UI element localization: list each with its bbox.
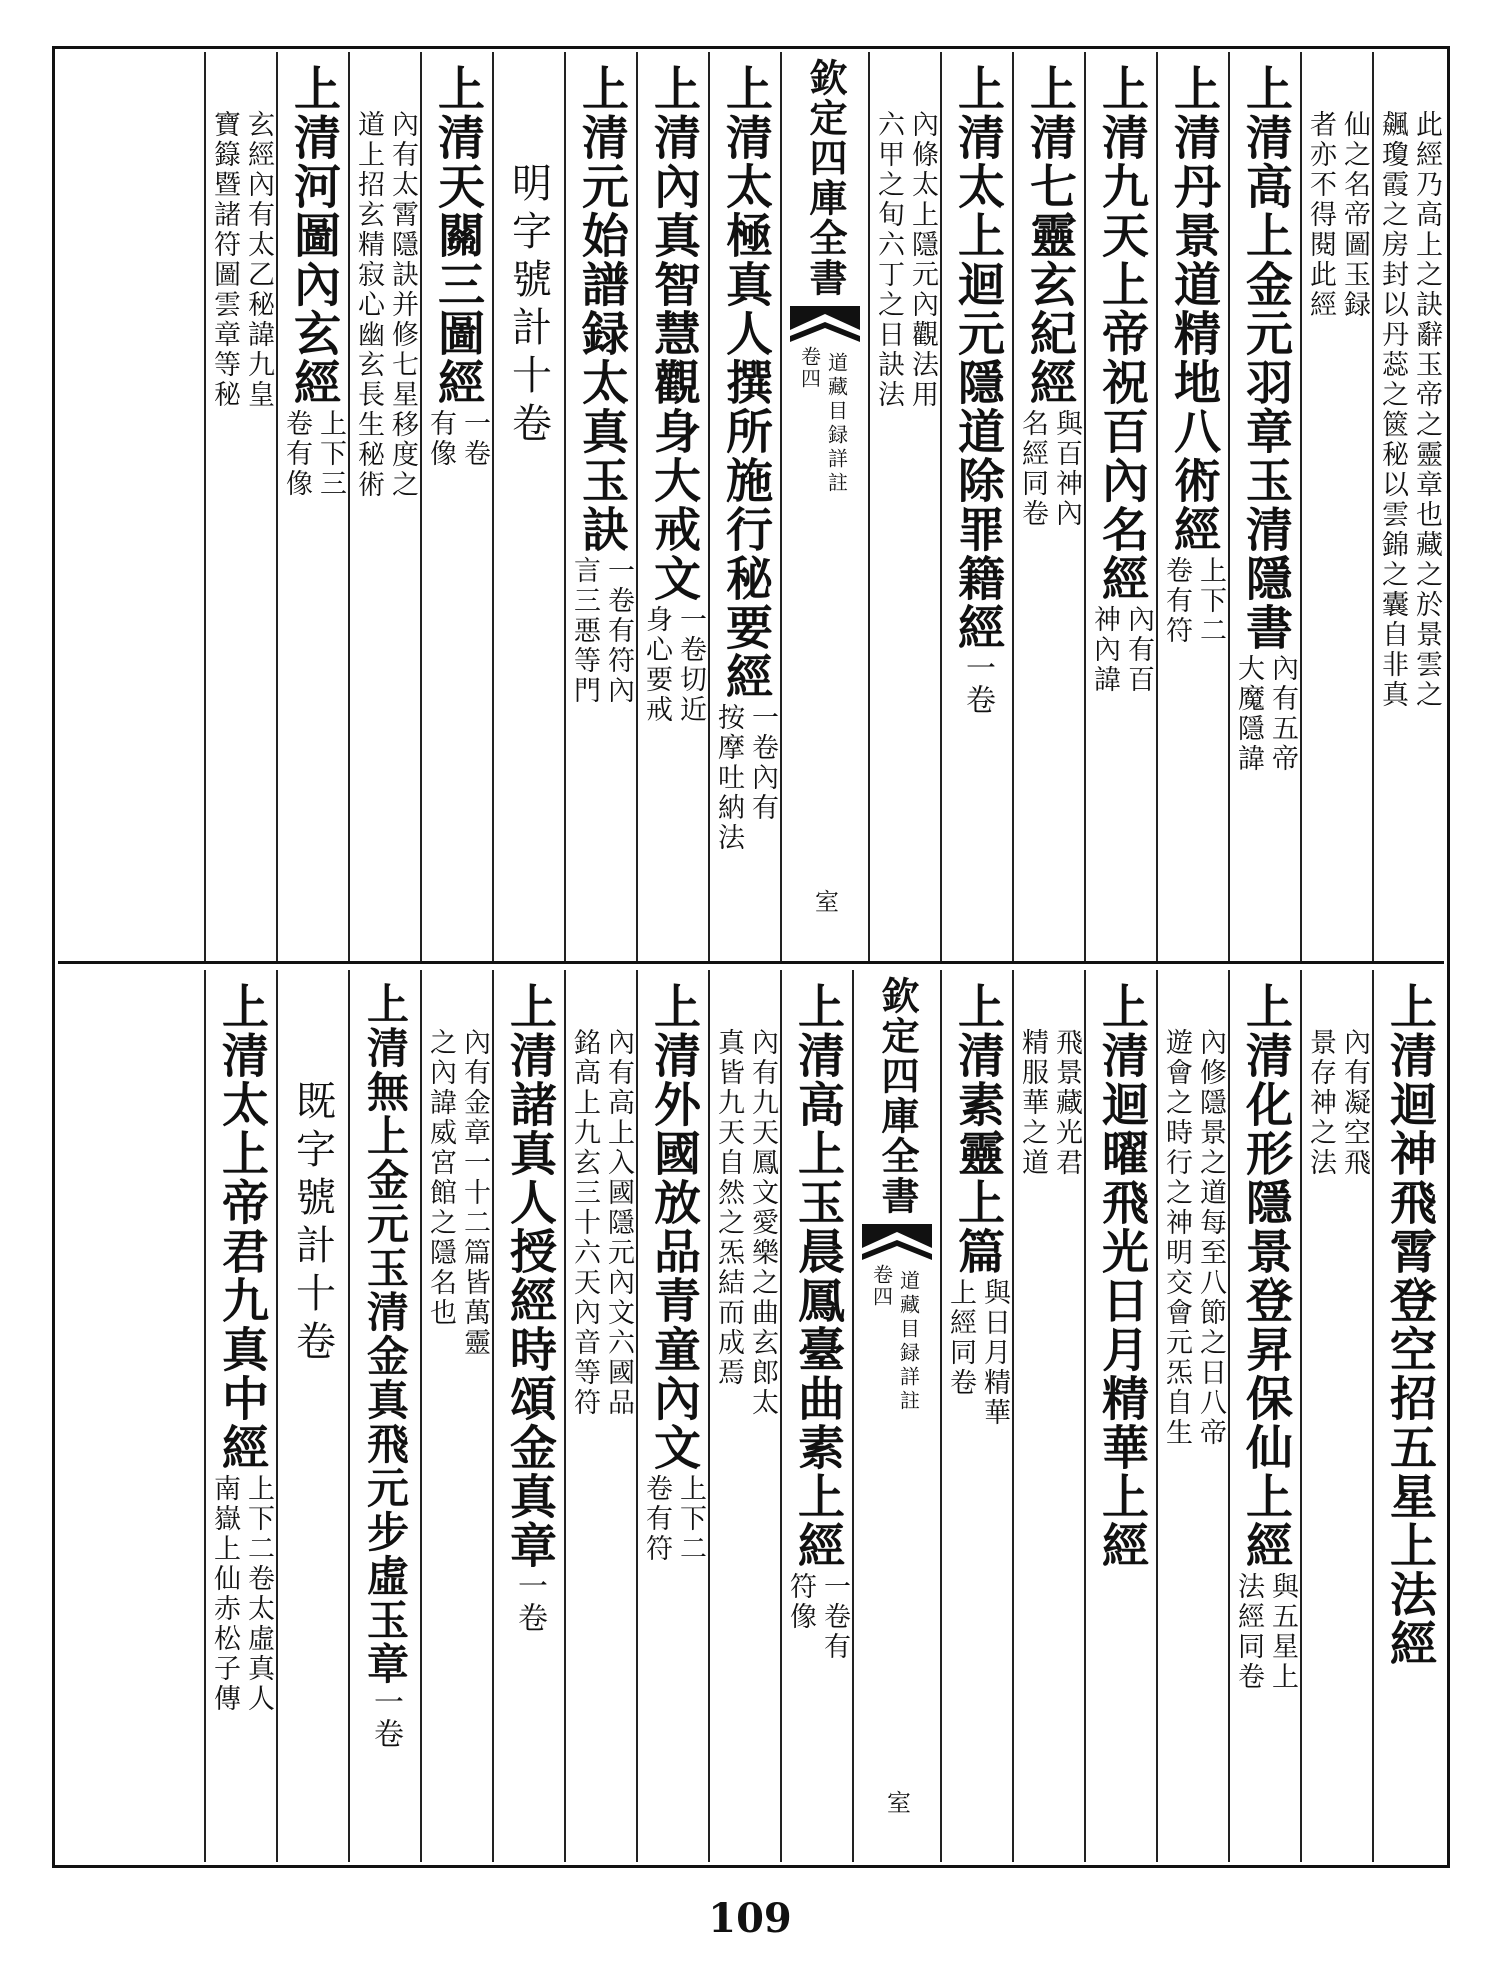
note-text: 與日月精華 — [979, 1278, 1010, 1428]
column — [940, 970, 1012, 1862]
note-text: 與百神內 — [1051, 409, 1082, 529]
column — [204, 52, 276, 961]
note-text: 內條太上隱元內觀法用 — [907, 110, 938, 410]
note-text: 飛景藏光君 — [1051, 1028, 1082, 1178]
column — [1372, 970, 1444, 1862]
note-text: 一卷內有 — [747, 703, 778, 823]
center-spine — [780, 52, 868, 961]
column — [276, 52, 348, 961]
column — [780, 970, 852, 1862]
blank-column — [58, 52, 204, 961]
note-text: 上下二卷太虛真人 — [243, 1474, 274, 1714]
column — [708, 970, 780, 1862]
spine-mark: 室 — [882, 1790, 911, 1814]
column — [204, 970, 276, 1862]
column — [708, 52, 780, 961]
note-text: 法經同卷 — [1233, 1572, 1264, 1692]
title-text: 上清外國放品青童內文 — [646, 982, 701, 1472]
page-number: 109 — [708, 1895, 792, 1942]
note-text: 按摩吐納法 — [713, 703, 744, 853]
spine-subtitle: 道藏目録詳註 — [896, 1270, 921, 1414]
column — [276, 970, 348, 1862]
center-spine — [852, 970, 940, 1862]
note-text: 內有凝空飛 — [1339, 1028, 1370, 1178]
note-text: 一卷切近 — [675, 605, 706, 725]
title-text: 上清元始譜録太真玉訣 — [574, 64, 629, 554]
note-text: 精服華之道 — [1017, 1028, 1048, 1178]
note-text: 名經同卷 — [1017, 409, 1048, 529]
tail-text: 一卷 — [512, 1570, 547, 1634]
note-text: 道上招玄精寂心幽玄長生秘術 — [353, 110, 384, 500]
column — [1012, 970, 1084, 1862]
note-text: 飆瓊霞之房封以丹蕊之篋秘以雲錦之囊自非真 — [1377, 110, 1408, 710]
note-text: 仙之名帝圖玉録 — [1339, 110, 1370, 320]
title-text: 上清太上帝君九真中經 — [214, 982, 269, 1472]
volume-count: 明字號計十卷 — [505, 162, 552, 450]
column — [1372, 52, 1444, 961]
title-text: 上清丹景道精地八術經 — [1166, 64, 1221, 554]
note-text: 之內諱威宮館之隱名也 — [425, 1028, 456, 1328]
blank-column — [58, 970, 204, 1862]
note-text: 內有金章一十二篇皆萬靈 — [459, 1028, 490, 1358]
note-text: 內有百 — [1123, 605, 1154, 695]
note-text: 真皆九天自然之炁結而成焉 — [713, 1028, 744, 1388]
note-text: 內有高上入國隱元內文六國品 — [603, 1028, 634, 1418]
note-text: 內修隱景之道每至八節之日八帝 — [1195, 1028, 1226, 1448]
spine-volume: 卷四 — [869, 1264, 894, 1308]
column — [420, 970, 492, 1862]
column — [348, 970, 420, 1862]
note-text: 內有太霄隱訣并修七星移度之 — [387, 110, 418, 500]
title-text: 上清太上迴元隱道除罪籍經 — [950, 64, 1005, 652]
bottom-half — [58, 970, 1444, 1862]
title-text: 上清化形隱景登昇保仙上經 — [1238, 982, 1293, 1570]
note-text: 符像 — [785, 1572, 816, 1632]
tail-text: 一卷 — [960, 652, 995, 716]
title-text: 上清天關三圖經 — [430, 64, 485, 407]
column — [636, 970, 708, 1862]
note-text: 玄經內有太乙秘諱九皇 — [243, 110, 274, 410]
title-text: 上清高上玉晨鳳臺曲素上經 — [790, 982, 845, 1570]
title-text: 上清太極真人撰所施行秘要經 — [718, 64, 773, 701]
note-text: 內有五帝 — [1267, 654, 1298, 774]
column — [1228, 52, 1300, 961]
note-text: 卷有符 — [1161, 556, 1192, 646]
column — [1156, 970, 1228, 1862]
note-text: 遊會之時行之神明交會元炁自生 — [1161, 1028, 1192, 1448]
title-text: 上清九天上帝祝百內名經 — [1094, 64, 1149, 603]
note-text: 景存神之法 — [1305, 1028, 1336, 1178]
note-text: 上下二 — [1195, 556, 1226, 646]
note-text: 此經乃高上之訣辭玉帝之靈章也藏之於景雲之 — [1411, 110, 1442, 710]
column — [1084, 970, 1156, 1862]
column — [1156, 52, 1228, 961]
spine-subtitle: 道藏目録詳註 — [824, 352, 849, 496]
column — [348, 52, 420, 961]
note-text: 言三悪等門 — [569, 556, 600, 706]
column — [636, 52, 708, 961]
title-text: 上清高上金元羽章玉清隱書 — [1238, 64, 1293, 652]
note-text: 神內諱 — [1089, 605, 1120, 695]
note-text: 南嶽上仙赤松子傳 — [209, 1474, 240, 1714]
note-text: 者亦不得閱此經 — [1305, 110, 1336, 320]
column — [1012, 52, 1084, 961]
note-text: 銘高上九玄三十六天內音等符 — [569, 1028, 600, 1418]
title-text: 上清河圖內玄經 — [286, 64, 341, 407]
column — [1300, 52, 1372, 961]
column — [1084, 52, 1156, 961]
note-text: 內有九天鳳文愛樂之曲玄郎太 — [747, 1028, 778, 1418]
column — [420, 52, 492, 961]
note-text: 上經同卷 — [945, 1278, 976, 1398]
title-text: 上清迴神飛霄登空招五星上法經 — [1382, 982, 1437, 1668]
note-text: 大魔隱諱 — [1233, 654, 1264, 774]
note-text: 卷有像 — [281, 409, 312, 499]
note-text: 與五星上 — [1267, 1572, 1298, 1692]
fishtail-ornament — [790, 306, 860, 346]
title-text: 上清無上金元玉清金真飛元步虛玉章 — [361, 982, 410, 1686]
spine-volume: 卷四 — [797, 346, 822, 390]
title-text: 上清內真智慧觀身大戒文 — [646, 64, 701, 603]
note-text: 一卷 — [459, 409, 490, 469]
column — [492, 52, 564, 961]
note-text: 一卷有 — [819, 1572, 850, 1662]
column — [868, 52, 940, 961]
spine-mark: 室 — [810, 889, 839, 913]
note-text: 六甲之旬六丁之日訣法 — [873, 110, 904, 410]
fishtail-ornament — [862, 1224, 932, 1264]
title-text: 上清迴曜飛光日月精華上經 — [1094, 982, 1149, 1570]
note-text: 上下二 — [675, 1474, 706, 1564]
note-text: 身心要戒 — [641, 605, 672, 725]
spine-title: 欽定四庫全書 — [875, 976, 920, 1216]
spine-title: 欽定四庫全書 — [803, 58, 848, 298]
title-text: 上清諸真人授經時頌金真章 — [502, 982, 557, 1570]
note-text: 一卷有符內 — [603, 556, 634, 706]
column — [940, 52, 1012, 961]
top-half — [58, 52, 1444, 964]
note-text: 卷有符 — [641, 1474, 672, 1564]
volume-count: 既字號計十卷 — [289, 1080, 336, 1368]
column — [492, 970, 564, 1862]
title-text: 上清七靈玄紀經 — [1022, 64, 1077, 407]
note-text: 寶籙暨諸符圖雲章等秘 — [209, 110, 240, 410]
note-text: 有像 — [425, 409, 456, 469]
note-text: 上下三 — [315, 409, 346, 499]
tail-text: 一卷 — [368, 1686, 403, 1750]
column — [564, 970, 636, 1862]
title-text: 上清素靈上篇 — [950, 982, 1005, 1276]
column — [564, 52, 636, 961]
column — [1300, 970, 1372, 1862]
column — [1228, 970, 1300, 1862]
